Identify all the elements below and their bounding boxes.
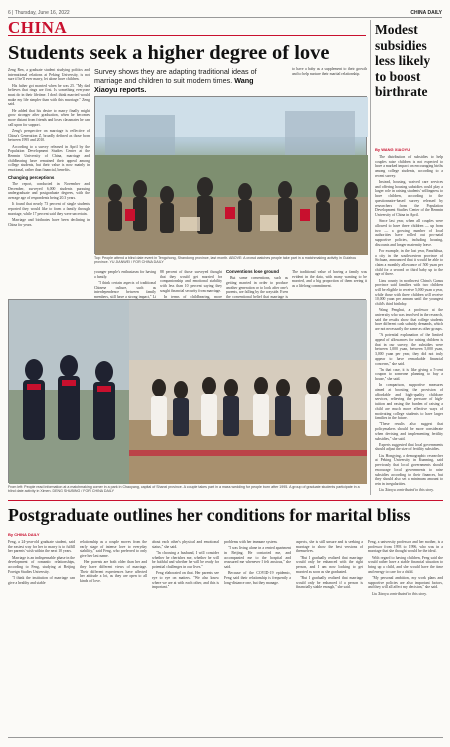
bottom-photo-caption: From left: People read information at a matchmaking corner in a park in Chaoyang, capital of Shanxi province. A couple takes part in a mass wedding for people born after 1995. A group of graduate students participate in a blind date activity in Ximen. DENG SHUBING / FOR CHINA DAILY [8,485,360,494]
newspaper-name: CHINA DAILY [410,9,442,16]
paragraph: Marriage is an indispensable phase in the development of romantic relationships, according to Feng, studying at Beijing Foreign Studies University. [8,555,75,574]
paragraph: Liu Hongying, a demographic researcher at Peking University in Kunming, said previously that local governments should encourage local governments to raise subsidies according to their finances, but they should also set a minimum amount to rein in irregularities. [375,453,443,486]
second-byline: By CHINA DAILY [8,532,40,537]
paragraph: problems with her immune system. [224,540,278,544]
main-story-column-6 [292,270,367,296]
main-story-column-4 [226,269,288,300]
graduates-and-wedding-illustration [9,300,367,484]
column-divider [370,20,371,495]
main-story-column-5 [292,67,367,94]
paragraph: The traditional value of having a family was evident in the data, with many wanting to be married, and a big proportion of them seeing it as a lifelong commitment. [292,270,367,289]
standfirst-byline: Wang Xiaoyu reports. [94,76,254,94]
main-story-column-2 [94,270,156,300]
paragraph: Marriage and birthrates have been declining in China for years. [8,217,90,227]
paragraph: "But I gradually realized that marriage would only be enhanced with the right person, and I am now looking to get married as soon as she graduated. [296,555,363,574]
paragraph: The report, conducted in November and December, surveyed 6,000 students pursuing undergraduate and postgraduate degrees, with the average age of respondents being 20.3 years. [8,181,90,201]
paragraph: Because of the COVID-19 epidemic, Feng said their relationship is frequently a long-distance one, but they manage. [224,571,291,585]
second-headline: Postgraduate outlines her conditions for marital bliss [8,505,411,525]
paragraph: "A potential explanation of the limited appeal of allowances for raising children is that in our survey, the subsidies were between 1,000 yuan, between 5,000 yuan, 3,000 yuan per year, they did not truly appear to have remarkable financial concerns," she said. [375,333,443,366]
blind-date-event-photo [94,96,367,254]
paragraph: In terms of childbearing, more [164,295,222,300]
paragraph: Feng, a university professor and her mother, is a professor from 1993 to 1996, who was in a marriage that she thought would be the ideal. [368,540,443,554]
second-story-column-3 [152,540,219,735]
paragraph: In comparison, supportive measures aimed at boosting the provision of affordable and high-quality childcare services, relieving the pressure of high-tuition and easing the burden of raising a child are much more effective ways of motivating college students to have larger families in the future. [375,383,443,421]
paragraph: "In choosing a husband, I will consider whether he cherishes me, whether he will be faithful and whether he will be ready for potential challenges in our lives." [152,550,219,570]
paragraph: Linu county in northwest China's Gansu province said families with two children will be eligible to receive 5,000 yuan a year, while those with three children will receive 10,000 yuan per annum until the youngest child's third birthday. [375,278,443,307]
second-story-column-6 [368,540,443,735]
section-title: CHINA [8,18,68,37]
paragraph: Since last year, when all couples were allowed to have three children — up from two — a growing number of local authorities have rolled out pro-natal supportive policies, including housing, discounts and longer maternity leave. [375,219,443,247]
main-story-column-1 [8,68,90,293]
paragraph: 88 percent of those surveyed thought that they would get married for companionship and emotional stability with less than 10 percent saying they sought financial security from marriage. [160,270,222,293]
paragraph: Zeng Ren, a graduate student studying politics and international relations at Peking University, is not sure if he'll ever marry, let alone have children. [8,68,90,82]
main-story-column-3 [160,270,222,300]
page-masthead [8,8,442,18]
second-story-column-2 [80,540,147,735]
paragraph: "I think certain aspects of traditional Chinese culture, such as interdependence between family members, still have a strong impact," Li [94,280,156,300]
paragraph: younger people's enthusiasm for having a family. [94,270,156,279]
paragraph: "In that case, it is like giving a 5-cent coupon to someone planning to buy a house," she said. [375,367,443,382]
paragraph: Feng, a 24-year-old graduate student, said the easiest way for her to marry is to fulfill her parents' wish within the next 10 years. [8,540,75,554]
paragraph: For example, in the last year, Panzhihua, a city in the southwestern province of Sichuan, announced that it would be able to claim a monthly allowance of 500 yuan per child for a second or third baby up to the age of three. [375,248,443,277]
paragraph: aspects, she is still unsure and is seeking a marriage to show the best versions of themselves. [296,540,363,554]
paragraph: "But I gradually realized that marriage would only be enhanced if a person is financially stable enough," she said. [296,575,363,590]
paragraph: The distribution of subsidies to help couples raise children is not expected to have a marked impact on encouraging births among college students, according to a recent survey. [375,155,443,178]
paragraph: But some conventions, such as getting married in order to produce another generation or to look after one's parents, are falling by the wayside. Even the conventional belief that marriage is [226,276,288,300]
page-date-label: 6 | Thursday, June 16, 2022 [8,9,70,16]
sidebar-headline: Modest subsidies less likely to boost birthrate [375,22,431,99]
page-footer [8,737,443,743]
paragraph: He added that his desire to marry finally might grow stronger after graduation, when he becomes more distant from friends and loses classmates he can call upon for support. [8,108,90,127]
paragraph: about each other's physical and emotional status," she said. [152,540,219,549]
mass-wedding-photo [8,299,366,483]
section-divider [8,500,443,501]
subhead: Changing perceptions [8,174,55,180]
second-story-column-1 [8,540,75,735]
paragraph: Her parents are both older than her and they have different views of marriage. Their different experiences have affected her attitude a lot, as they are open to all kinds of love. [80,560,147,584]
section-bar [8,19,366,36]
paragraph: Instead, housing, waived care services and offering housing subsidies could play a larger role in raising students' willingness to have children, according to the questionnaire-based survey released by researchers from the Population Development Studies Center of the Renmin University of China in April. [375,180,443,217]
paragraph: His father got married when he was 25. "My dad believes that rings are first. Is something everyone must do in their lifetime. I don't think married would make my life simpler than with this marriage." Zeng said. [8,83,90,107]
paragraph: Liu Xiaoyu contributed to this story. [379,488,434,493]
top-photo-caption: Top: People attend a blind date event in Tengchong, Shandong province, last month. ABOVE: A crowd watches people take part in a matchmaking activity in Guizhou province. YU JIANWEI / FOR CHINA DAILY [94,256,357,265]
paragraph: Zeng's perspective on marriage is reflective of China's Generation Z, broadly defined as those born between 1995 and 2010. [8,128,90,143]
paragraph: to have a baby as a supplement to their growth and to help nurture their marital relationship. [292,67,367,76]
paragraph: "These results also suggest that policymakers should be more considerate when devising and implementing fertility subsidies," she said. [375,422,443,441]
paragraph: "I think the institution of marriage can give a healthy and stable [8,575,75,585]
sidebar-story-body [375,155,443,493]
paragraph: Feng elaborated on that. Her parents see eye to eye on matters. "We also know where we are at with each other, and this is important." [152,571,219,590]
subhead: Conventions lose ground [226,269,279,274]
sidebar-byline: By WANG XIAOYU [375,147,411,152]
paragraph: It found that nearly 73 percent of single students reported they would like to form a family through marriage, while 17 percent said they were uncertain. [8,202,90,216]
paragraph: According to a survey released in April by the Population Development Studies Center at the Renmin University of China, marriage and childbearing have remained their appeal among college students, but their value is now mainly in emotional, rather than financial, benefits. [8,144,90,173]
blind-date-event-illustration [95,97,368,255]
paragraph: Experts suggested that local governments should adjust the size of fertility subsidies. [375,442,443,452]
second-story-column-4 [224,540,291,735]
main-headline: Students seek a higher degree of love [8,42,330,64]
second-story-column-5 [296,540,363,735]
paragraph: "My personal ambition, my work plans and supportive policies are also important factors, and they will all affect my decision," she said. [368,575,443,590]
paragraph: With regard to having children, Feng said she would rather have a stable financial situation to bring up a child, and she would have the time and energy to care for a child. [368,555,443,574]
paragraph: Liu Xiaoyu contributed to this story. [372,591,427,596]
standfirst [94,67,272,94]
paragraph: "I was living alone in a rented apartment in Beijing. He contacted me, and accompanied me to the hospital and reassured me whenever I felt anxious," she said. [224,546,291,570]
standfirst-text: Survey shows they are adapting traditional ideas of marriage and children to suit modern times. [94,67,257,85]
paragraph: relationship as a couple moves from the early stage of intense love to everyday stability," said Feng, who preferred to only give her last name. [80,540,147,559]
paragraph: Wang Penghui, a professor at the university who was involved in the research, said the results show that college students have different cash subsidy demands, which are not necessarily the same as other groups. [375,308,443,332]
